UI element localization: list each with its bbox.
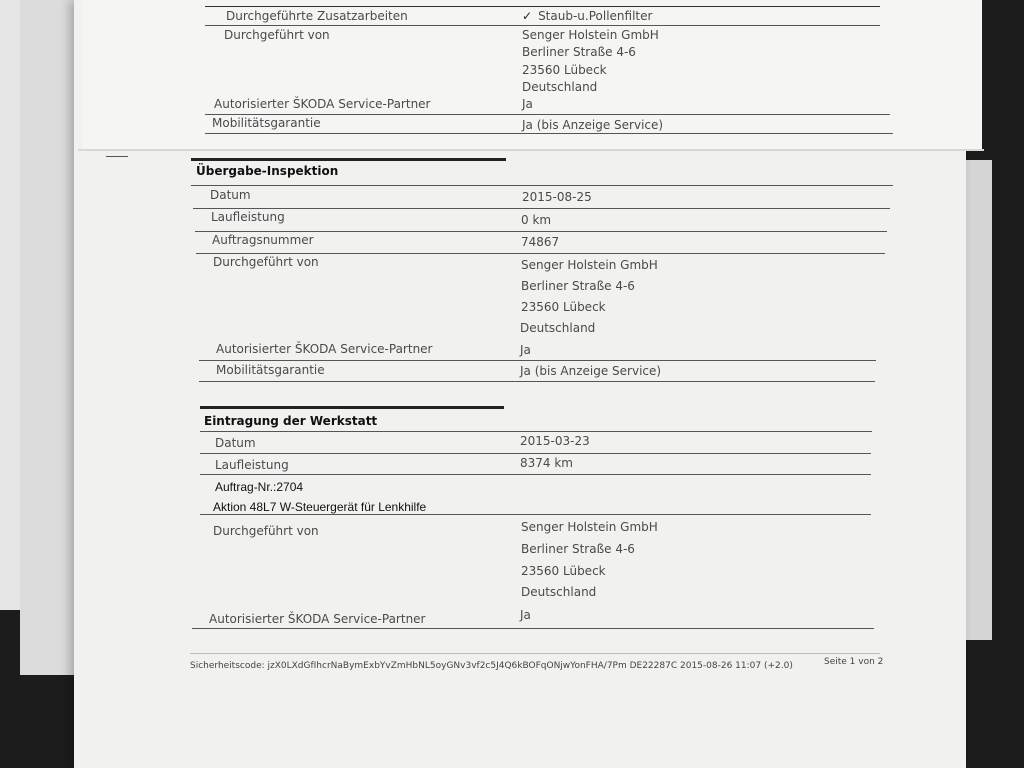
page-number: Seite 1 von 2: [824, 657, 884, 667]
field-label: Durchgeführt von: [224, 28, 330, 42]
security-code: Sicherheitscode: jzX0LXdGfIhcrNaBymExbYvZmHbNL5oyGNv3vf2c5J4Q6kBOFqONjwYonFHA/7Pm DE22287C 2015-08-26 11:07 (+2.0): [190, 661, 793, 671]
field-value: 8374 km: [520, 456, 573, 470]
divider: [200, 431, 872, 432]
address-line: Senger Holstein GmbH: [522, 28, 659, 42]
field-label: Mobilitätsgarantie: [212, 116, 321, 130]
margin-mark: [106, 156, 128, 157]
address-line: Berliner Straße 4-6: [521, 542, 635, 556]
divider: [205, 6, 880, 7]
field-label: Laufleistung: [215, 458, 289, 472]
fold-line: [78, 149, 984, 151]
address-line: Berliner Straße 4-6: [522, 45, 636, 59]
field-value: ✓ Staub-u.Pollenfilter: [522, 9, 653, 23]
field-label: Autorisierter ŠKODA Service-Partner: [209, 612, 426, 626]
field-label: Durchgeführt von: [213, 524, 319, 538]
address-line: Deutschland: [521, 585, 597, 599]
divider: [200, 514, 871, 515]
address-line: Deutschland: [522, 80, 598, 94]
divider: [200, 453, 871, 454]
divider: [199, 360, 876, 361]
field-value: Ja: [520, 343, 531, 357]
address-line: 23560 Lübeck: [522, 63, 607, 77]
divider: [205, 25, 880, 26]
divider: [192, 628, 874, 629]
footer-divider: [190, 653, 880, 654]
section-header-bar: [191, 158, 506, 161]
address-line: Senger Holstein GmbH: [521, 258, 658, 272]
field-value: 0 km: [521, 213, 552, 227]
address-line: Senger Holstein GmbH: [521, 520, 658, 534]
divider: [193, 208, 890, 209]
field-value: 2015-03-23: [520, 434, 590, 448]
address-line: Berliner Straße 4-6: [521, 279, 635, 293]
field-label: Durchgeführte Zusatzarbeiten: [226, 9, 408, 23]
divider: [205, 114, 890, 115]
address-line: Deutschland: [520, 321, 596, 335]
field-value: Ja: [522, 97, 533, 111]
field-label: Laufleistung: [211, 210, 285, 224]
field-label: Autorisierter ŠKODA Service-Partner: [214, 97, 431, 111]
divider: [196, 253, 885, 254]
section-header-bar: [200, 406, 504, 409]
divider: [199, 381, 875, 382]
divider: [200, 474, 871, 475]
checkmark-icon: ✓: [522, 9, 533, 23]
field-label: Datum: [210, 188, 251, 202]
address-line: 23560 Lübeck: [521, 300, 606, 314]
divider: [195, 231, 887, 232]
field-value: Ja (bis Anzeige Service): [520, 364, 662, 378]
field-value: 2015-08-25: [522, 190, 592, 204]
field-label: Auftragsnummer: [212, 233, 314, 247]
field-label: Durchgeführt von: [213, 255, 319, 269]
divider: [205, 133, 893, 134]
field-value: Ja (bis Anzeige Service): [522, 118, 664, 132]
divider: [191, 185, 893, 186]
section-title: Übergabe-Inspektion: [196, 164, 339, 178]
field-value: Ja: [520, 608, 531, 622]
field-label: Datum: [215, 436, 256, 450]
order-number-line: Auftrag-Nr.:2704: [215, 480, 304, 494]
field-value: 74867: [521, 235, 560, 249]
section-title: Eintragung der Werkstatt: [204, 414, 378, 428]
campaign-line: Aktion 48L7 W-Steuergerät für Lenkhilfe: [213, 500, 427, 514]
address-line: 23560 Lübeck: [521, 564, 606, 578]
field-label: Mobilitätsgarantie: [216, 363, 325, 377]
field-label: Autorisierter ŠKODA Service-Partner: [216, 342, 433, 356]
